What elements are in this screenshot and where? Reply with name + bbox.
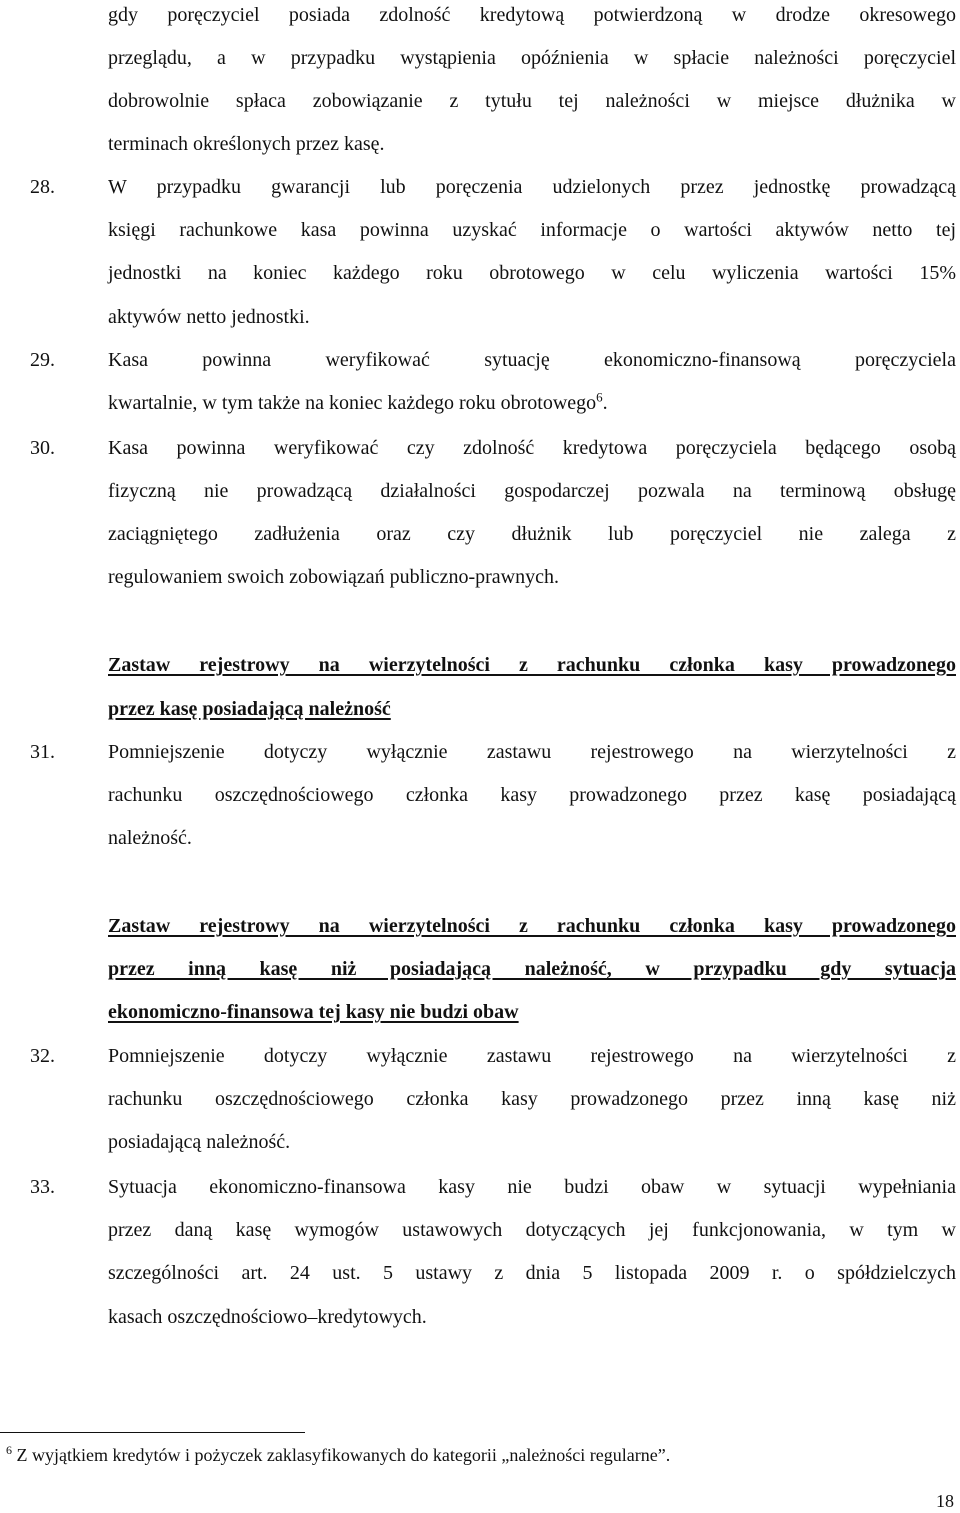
item-28-line-2: księgi rachunkowe kasa powinna uzyskać informacje o wartości aktywów netto tej <box>108 219 956 241</box>
item-33-line-3: szczególności art. 24 ust. 5 ustawy z dnia 5 listopada 2009 r. o spółdzielczych <box>108 1262 956 1284</box>
footnote-reference[interactable]: 6 <box>596 389 603 405</box>
item-28-line-1: W przypadku gwarancji lub poręczenia udzielonych przez jednostkę prowadzącą <box>108 176 956 198</box>
item-number-31: 31. <box>30 741 55 763</box>
item-32-line-2: rachunku oszczędnościowego członka kasy prowadzonego przez inną kasę niż <box>108 1088 956 1110</box>
item-31-line-3: należność. <box>108 827 192 849</box>
item-number-29: 29. <box>30 349 55 371</box>
section-heading-1-line-2: przez kasę posiadającą należność <box>108 698 391 720</box>
item-32-line-3: posiadającą należność. <box>108 1131 291 1153</box>
item-31-line-2: rachunku oszczędnościowego członka kasy prowadzonego przez kasę posiadającą <box>108 784 956 806</box>
item-29-line-1: Kasa powinna weryfikować sytuację ekonomiczno-finansową poręczyciela <box>108 349 956 371</box>
intro-line-2: przeglądu, a w przypadku wystąpienia opóźnienia w spłacie należności poręczyciel <box>108 47 956 69</box>
section-heading-2-line-1: Zastaw rejestrowy na wierzytelności z rachunku członka kasy prowadzonego <box>108 915 956 937</box>
footnote-number: 6 <box>6 1443 12 1457</box>
intro-line-1: gdy poręczyciel posiada zdolność kredytową potwierdzoną w drodze okresowego <box>108 4 956 26</box>
footnote <box>6 1444 670 1466</box>
item-28-line-4: aktywów netto jednostki. <box>108 306 310 328</box>
section-heading-2-line-2: przez inną kasę niż posiadającą należność, w przypadku gdy sytuacja <box>108 958 956 980</box>
item-33-line-1: Sytuacja ekonomiczno-finansowa kasy nie budzi obaw w sytuacji wypełniania <box>108 1176 956 1198</box>
item-number-32: 32. <box>30 1045 55 1067</box>
item-number-28: 28. <box>30 176 55 198</box>
item-30-line-3: zaciągniętego zadłużenia oraz czy dłużnik lub poręczyciel nie zalega z <box>108 523 956 545</box>
item-30-line-2: fizyczną nie prowadzącą działalności gospodarczej pozwala na terminową obsługę <box>108 480 956 502</box>
section-heading-2-line-3: ekonomiczno-finansowa tej kasy nie budzi obaw <box>108 1001 519 1023</box>
item-31-line-1: Pomniejszenie dotyczy wyłącznie zastawu rejestrowego na wierzytelności z <box>108 741 956 763</box>
item-33-line-4: kasach oszczędnościowo–kredytowych. <box>108 1306 427 1328</box>
item-30-line-1: Kasa powinna weryfikować czy zdolność kredytowa poręczyciela będącego osobą <box>108 437 956 459</box>
item-28-line-3: jednostki na koniec każdego roku obrotowego w celu wyliczenia wartości 15% <box>108 262 956 284</box>
item-29-line-2 <box>108 391 608 415</box>
intro-line-3: dobrowolnie spłaca zobowiązanie z tytułu tej należności w miejsce dłużnika w <box>108 90 956 112</box>
footnote-separator <box>0 1432 305 1433</box>
item-number-33: 33. <box>30 1176 55 1198</box>
item-30-line-4: regulowaniem swoich zobowiązań publiczno-prawnych. <box>108 566 559 588</box>
item-29-line-2-end: . <box>602 392 608 414</box>
page-number: 18 <box>936 1491 954 1511</box>
item-number-30: 30. <box>30 437 55 459</box>
intro-line-4: terminach określonych przez kasę. <box>108 133 385 155</box>
section-heading-1-line-1: Zastaw rejestrowy na wierzytelności z rachunku członka kasy prowadzonego <box>108 654 956 676</box>
item-29-line-2-text: kwartalnie, w tym także na koniec każdego roku obrotowego <box>108 392 597 414</box>
item-33-line-2: przez daną kasę wymogów ustawowych dotyczących jej funkcjonowania, w tym w <box>108 1219 956 1241</box>
footnote-text: Z wyjątkiem kredytów i pożyczek zaklasyfikowanych do kategorii „należności regularne”. <box>12 1445 671 1465</box>
item-32-line-1: Pomniejszenie dotyczy wyłącznie zastawu rejestrowego na wierzytelności z <box>108 1045 956 1067</box>
